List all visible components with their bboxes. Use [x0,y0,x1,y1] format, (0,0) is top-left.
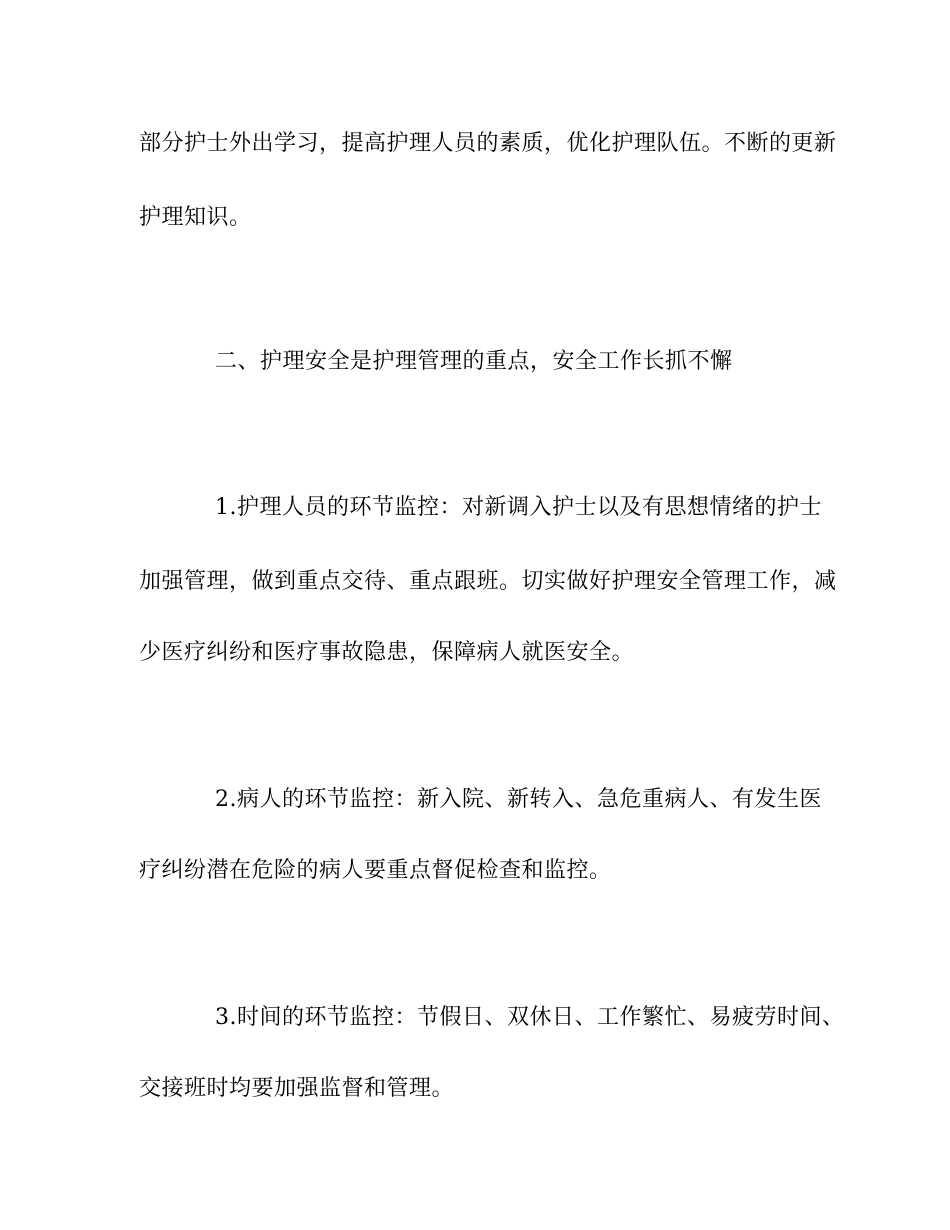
paragraph-4-line-2: 疗纠纷潜在危险的病人要重点督促检查和监控。 [139,858,612,883]
paragraph-1-line-2: 护理知识。 [139,205,252,230]
paragraph-4-line-1: 2.病人的环节监控：新入院、新转入、急危重病人、有发生医 [215,787,822,812]
paragraph-5-line-2: 交接班时均要加强监督和管理。 [139,1076,455,1101]
paragraph-5-line-1: 3.时间的环节监控：节假日、双休日、工作繁忙、易疲劳时间、 [215,1005,845,1030]
paragraph-3-line-1: 1.护理人员的环节监控：对新调入护士以及有思想情绪的护士 [215,495,822,520]
paragraph-3-line-3: 少医疗纠纷和医疗事故隐患，保障病人就医安全。 [139,640,635,665]
paragraph-1-line-1: 部分护士外出学习，提高护理人员的素质，优化护理队伍。不断的更新 [139,131,837,156]
section-heading: 二、护理安全是护理管理的重点，安全工作长抓不懈 [215,349,733,374]
paragraph-3-line-2: 加强管理，做到重点交待、重点跟班。切实做好护理安全管理工作，减 [139,569,837,594]
